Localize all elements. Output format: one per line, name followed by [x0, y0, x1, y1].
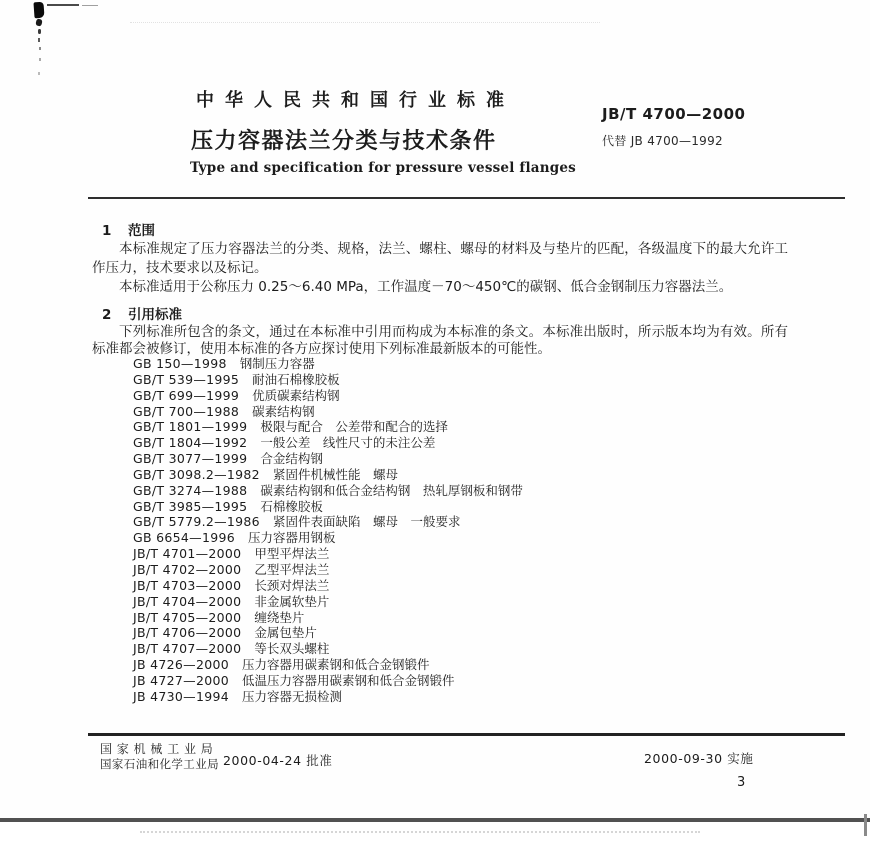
standard-code: JB/T 4704—2000 — [133, 593, 242, 609]
section-label: 引用标准 — [128, 307, 182, 323]
document-title-english: Type and specification for pressure vessel flanges — [190, 160, 576, 176]
standard-title: 合金结构钢 — [260, 451, 323, 467]
scan-ink-blob — [33, 2, 44, 19]
standard-title: 压力容器无损检测 — [241, 688, 342, 704]
scan-noise-line — [130, 22, 600, 23]
scan-ink-mark — [39, 58, 41, 61]
standard-title: 紧固件机械性能 螺母 — [272, 466, 398, 482]
standard-title: 紧固件表面缺陷 螺母 一般要求 — [272, 514, 461, 530]
referenced-standard-item — [133, 388, 793, 404]
standard-code: GB/T 1801—1999 — [133, 419, 248, 435]
scan-ink-mark — [38, 38, 40, 42]
referenced-standard-item — [133, 530, 793, 546]
scan-edge-mark — [864, 814, 867, 836]
standard-title: 乙型平焊法兰 — [254, 561, 330, 577]
standard-title: 极限与配合 公差带和配合的选择 — [260, 419, 448, 435]
footer-divider — [88, 733, 845, 736]
scope-paragraph-2: 本标准适用于公称压力 0.25～6.40 MPa，工作温度－70～450℃的碳钢、低合金钢制压力容器法兰。 — [119, 279, 733, 295]
scan-noise-line — [140, 831, 700, 833]
scan-ink-mark — [38, 72, 40, 75]
standard-title: 非金属软垫片 — [254, 593, 330, 609]
standard-code: GB/T 3077—1999 — [133, 451, 248, 467]
standard-code: JB 4726—2000 — [133, 657, 229, 673]
scan-ink-mark — [39, 47, 41, 50]
implementation-date: 2000-09-30 实施 — [644, 751, 754, 766]
standard-code: GB/T 539—1995 — [133, 371, 240, 387]
referenced-standard-item — [133, 546, 793, 562]
document-title: 压力容器法兰分类与技术条件 — [191, 129, 497, 154]
standard-title: 缠绕垫片 — [254, 609, 305, 625]
referenced-standard-item — [133, 578, 793, 594]
header-divider — [88, 197, 845, 199]
referenced-standard-item — [133, 499, 793, 515]
referenced-standard-item — [133, 641, 793, 657]
section-heading-scope — [102, 219, 155, 239]
referenced-standard-item — [133, 451, 793, 467]
standard-code: GB/T 1804—1992 — [133, 435, 248, 451]
scan-bottom-edge — [0, 818, 870, 822]
referenced-standard-item — [133, 594, 793, 610]
agency-line-1: 国家机械工业局 — [100, 742, 218, 756]
standard-title: 压力容器用碳素钢和低合金钢锻件 — [241, 657, 430, 673]
standard-title: 低温压力容器用碳素钢和低合金钢锻件 — [241, 672, 455, 688]
referenced-standard-item — [133, 689, 793, 705]
agency-line-2: 国家石油和化学工业局 — [100, 757, 219, 771]
referenced-standard-item — [133, 435, 793, 451]
referenced-standard-item — [133, 562, 793, 578]
standard-title: 碳素结构钢和低合金结构钢 热轧厚钢板和钢带 — [260, 482, 523, 498]
referenced-standard-item — [133, 673, 793, 689]
standard-code: GB/T 3985—1995 — [133, 498, 248, 514]
standard-title: 金属包垫片 — [254, 625, 317, 641]
scan-edge-line — [47, 4, 79, 6]
standard-title: 甲型平焊法兰 — [254, 546, 330, 562]
referenced-standard-item — [133, 404, 793, 420]
standard-type-heading: 中华人民共和国行业标准 — [196, 90, 515, 111]
referenced-standard-item — [133, 514, 793, 530]
standard-code: GB/T 3274—1988 — [133, 482, 248, 498]
standard-title: 优质碳素结构钢 — [252, 387, 340, 403]
standard-title: 钢制压力容器 — [239, 356, 315, 371]
supersedes-note: 代替 JB 4700—1992 — [602, 134, 723, 148]
page-number: 3 — [737, 775, 746, 790]
referenced-standards-list — [133, 356, 793, 705]
scan-ink-mark — [38, 29, 41, 34]
standard-code: JB 4727—2000 — [133, 672, 229, 688]
standard-title: 石棉橡胶板 — [260, 498, 323, 514]
section-number: 2 — [102, 307, 112, 323]
referenced-standard-item — [133, 625, 793, 641]
standard-code: JB/T 4701—2000 — [133, 546, 242, 562]
standard-code: GB/T 700—1988 — [133, 403, 240, 419]
standard-code: GB 6654—1996 — [133, 530, 235, 546]
standard-title: 耐油石棉橡胶板 — [252, 371, 340, 387]
standard-code: JB 4730—1994 — [133, 688, 229, 704]
standard-code: GB/T 5779.2—1986 — [133, 514, 260, 530]
referenced-standard-item — [133, 467, 793, 483]
approval-date: 2000-04-24 批准 — [223, 753, 333, 768]
standard-title: 一般公差 线性尺寸的未注公差 — [260, 435, 436, 451]
standard-title: 碳素结构钢 — [252, 403, 315, 419]
standard-number: JB/T 4700—2000 — [602, 105, 746, 123]
standard-title: 等长双头螺柱 — [254, 641, 330, 657]
standard-code: GB 150—1998 — [133, 356, 227, 371]
standard-code: GB/T 699—1999 — [133, 387, 240, 403]
scope-paragraph-1: 本标准规定了压力容器法兰的分类、规格，法兰、螺柱、螺母的材料及与垫片的匹配，各级温度下的最大允许工作压力，技术要求以及标记。 — [92, 241, 788, 276]
standard-code: JB/T 4705—2000 — [133, 609, 242, 625]
referenced-standard-item — [133, 610, 793, 626]
standard-code: JB/T 4702—2000 — [133, 561, 242, 577]
referenced-standard-item — [133, 419, 793, 435]
referenced-standard-item — [133, 657, 793, 673]
standard-code: GB/T 3098.2—1982 — [133, 466, 260, 482]
section-number: 1 — [102, 223, 112, 239]
referenced-standard-item — [133, 372, 793, 388]
standard-code: JB/T 4707—2000 — [133, 641, 242, 657]
standard-title: 压力容器用钢板 — [247, 530, 336, 546]
standard-title: 长颈对焊法兰 — [254, 577, 330, 593]
referenced-standard-item — [133, 483, 793, 499]
section-heading-references — [102, 303, 182, 323]
referenced-standard-item — [133, 356, 793, 372]
standard-code: JB/T 4703—2000 — [133, 577, 242, 593]
issuing-agencies — [100, 742, 219, 772]
scan-edge-line — [82, 5, 98, 6]
section-label: 范围 — [128, 223, 155, 239]
references-intro-paragraph: 下列标准所包含的条文，通过在本标准中引用而构成为本标准的条文。本标准出版时，所示版本均为有效。所有标准都会被修订，使用本标准的各方应探讨使用下列标准最新版本的可能性。 — [92, 324, 788, 357]
standard-code: JB/T 4706—2000 — [133, 625, 242, 641]
